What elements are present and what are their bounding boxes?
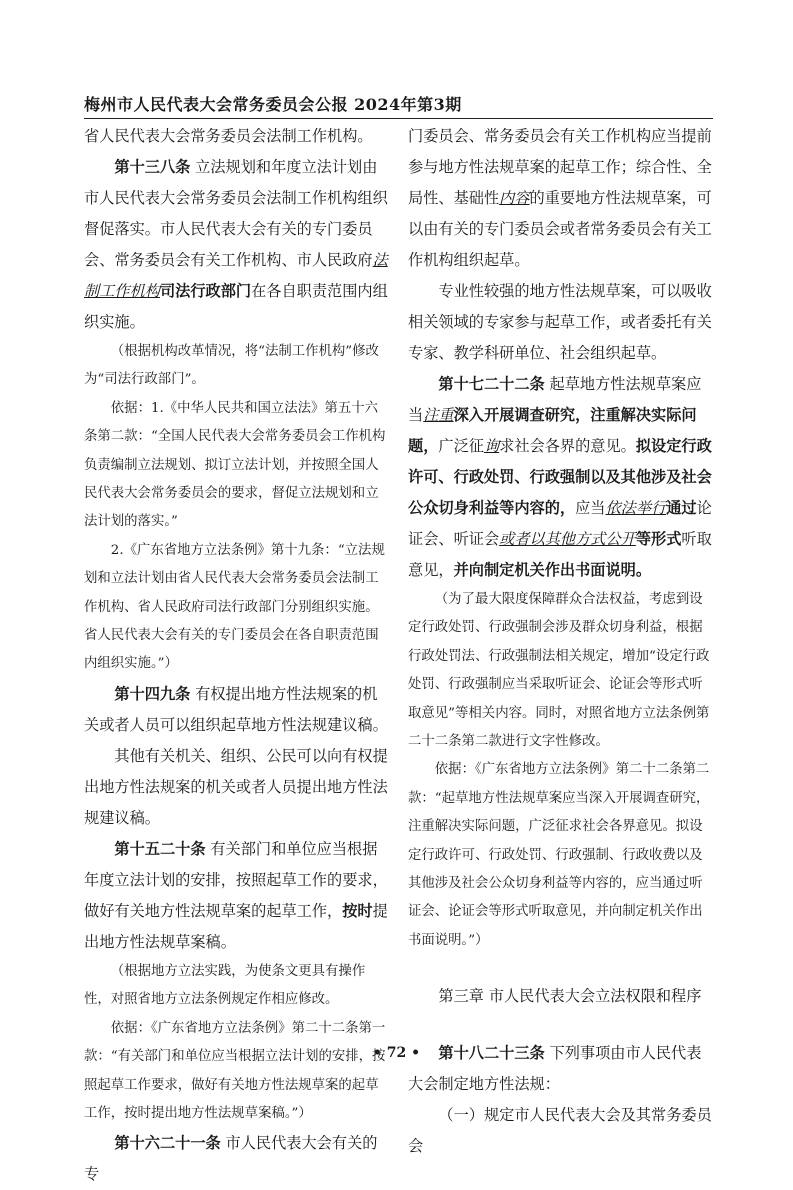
inserted-text: 内容: [499, 189, 530, 207]
inserted-text: 按时: [342, 901, 373, 920]
page-number: • 72 •: [372, 1045, 421, 1061]
inserted-text: 并向制定机关作出书面说明。: [453, 561, 651, 579]
article-text: 有权提出地方性法规案的机关或者人员可以组织起草地方性法规建议稿。: [84, 684, 388, 734]
explanation-note: （根据地方立法实践，为使条文更具有操作性，对照省地方立法条例规定作相应修改。: [84, 963, 366, 1008]
deleted-text: 或者以其他方式公开: [499, 530, 636, 548]
article-text: 下列事项由市人民代表大会制定地方性法规：: [408, 1044, 702, 1094]
article-19: [84, 679, 390, 741]
article-text: 有关部门和单位应当根据年度立法计划的安排，按照起草工作的要求，做好有关地方性法规草案的起草工作，: [84, 839, 388, 920]
chapter-heading: 第三章 市人民代表大会立法权限和程序: [438, 987, 702, 1006]
left-column: [84, 121, 390, 1190]
list-item: （一）规定市人民代表大会及其常务委员会: [408, 1106, 712, 1156]
running-header: 梅州市人民代表大会常务委员会公报 2024年第3期: [84, 95, 462, 114]
inserted-text: 等形式: [635, 530, 682, 548]
article-text: 广泛征: [438, 437, 484, 455]
article-20: [84, 834, 390, 958]
article-number: 第十四九条: [114, 684, 191, 703]
deleted-text: 依法举行: [605, 499, 667, 517]
article-text: 求社会各界的意见。: [499, 437, 636, 455]
inserted-text: 司法行政部门: [159, 282, 252, 300]
article-number: 第十六二十一条: [114, 1134, 221, 1153]
paragraph: 专业性较强的地方性法规草案，可以吸收相关领域的专家参与起草工作，或者委托有关专家、教学科研单位、社会组织起草。: [408, 282, 712, 362]
article-text: 论证会、听证会: [408, 499, 712, 548]
header-rule: [84, 118, 713, 119]
article-text: 起草地方性法规草案应当: [408, 375, 702, 424]
article-number: 第十八二十三条: [438, 1044, 545, 1063]
article-text: 门委员会、常务委员会有关工作机构应当提前参与地方性法规草案的起草工作；综合性、全局性、基础性: [408, 127, 712, 207]
explanation-note: （根据机构改革情况，将“法制工作机构”修改为“司法行政部门”。: [84, 344, 379, 388]
article-text: 立法规划和年度立法计划由市人民代表大会常务委员会法制工作机构组织督促落实。市人民代表大会有关的专门委员会、常务委员会有关工作机构、市人民政府: [84, 158, 388, 269]
article-38: [84, 152, 390, 338]
article-text: 在各自职责范围内组织实施。: [84, 282, 388, 331]
legal-basis: 2.《广东省地方立法条例》第十九条：“立法规划和立法计划由省人民代表大会常务委员会法制工作机构、省人民政府司法行政部门分别组织实施。省人民代表大会有关的专门委员会在各自职责范围内组织实施。”）: [84, 542, 385, 672]
article-number: 第十五二十条: [114, 839, 206, 858]
deleted-text: 询: [483, 437, 500, 455]
article-22: [408, 369, 714, 586]
inserted-text: 深入开展调查研究，注重解决实际问题，: [408, 406, 697, 455]
article-number: 第十三八条: [114, 158, 191, 176]
explanation-note: （为了最大限度保障群众合法权益，考虑到设定行政处罚、行政强制会涉及群众切身利益，根据行政处罚法、行政强制法相关规定，增加“设定行政处罚、行政强制应当采取听证会、论证会等形式听取意见”等相关内容。同时，对照省地方立法条例第二十二条第二款进行文字性修改。: [408, 592, 710, 750]
inserted-text: 拟设定行政许可、行政处罚、行政强制以及其他涉及社会公众切身利益等内容的，: [408, 437, 712, 517]
legal-basis: 依据：《广东省地方立法条例》第二十二条第二款：“起草地方性法规草案应当深入开展调查研究，注重解决实际问题，广泛征求社会各界意见。拟设定行政许可、行政处罚、行政强制、行政收费以及其他涉及社会公众切身利益等内容的，应当通过听证会、论证会等形式听取意见，并向制定机关作出书面说明。”）: [408, 762, 710, 948]
inserted-text: 通过: [666, 499, 697, 517]
article-number: 第十七二十二条: [438, 375, 545, 393]
article-text: 听取意见，: [408, 530, 712, 579]
article-text: 的重要地方性法规草案，可以由有关的专门委员会或者常务委员会有关工作机构组织起草。: [408, 189, 712, 269]
right-column: [408, 121, 714, 1162]
article-text: 市人民代表大会有关的专: [84, 1134, 378, 1184]
paragraph: [408, 121, 714, 276]
legal-basis: 依据：1.《中华人民共和国立法法》第五十六条第二款：“全国人民代表大会常务委员会工作机构负责编制立法规划、拟订立法计划，并按照全国人民代表大会常务委员会的要求，督促立法规划和立法计划的落实。”: [84, 400, 386, 530]
paragraph: 省人民代表大会常务委员会法制工作机构。: [84, 127, 373, 145]
legal-basis: 依据：《广东省地方立法条例》第二十二条第一款：“有关部门和单位应当根据立法计划的安排，按照起草工作要求，做好有关地方性法规草案的起草工作，按时提出地方性法规草案稿。”）: [84, 1020, 386, 1121]
deleted-text: 法制工作机构: [84, 251, 388, 300]
article-text: 提出地方性法规草案稿。: [84, 901, 388, 951]
article-text: 应当: [575, 499, 606, 517]
article-21: [84, 1128, 390, 1190]
paragraph: 其他有关机关、组织、公民可以向有权提出地方性法规案的机关或者人员提出地方性法规建议稿。: [84, 746, 388, 827]
deleted-text: 注重: [423, 406, 454, 424]
